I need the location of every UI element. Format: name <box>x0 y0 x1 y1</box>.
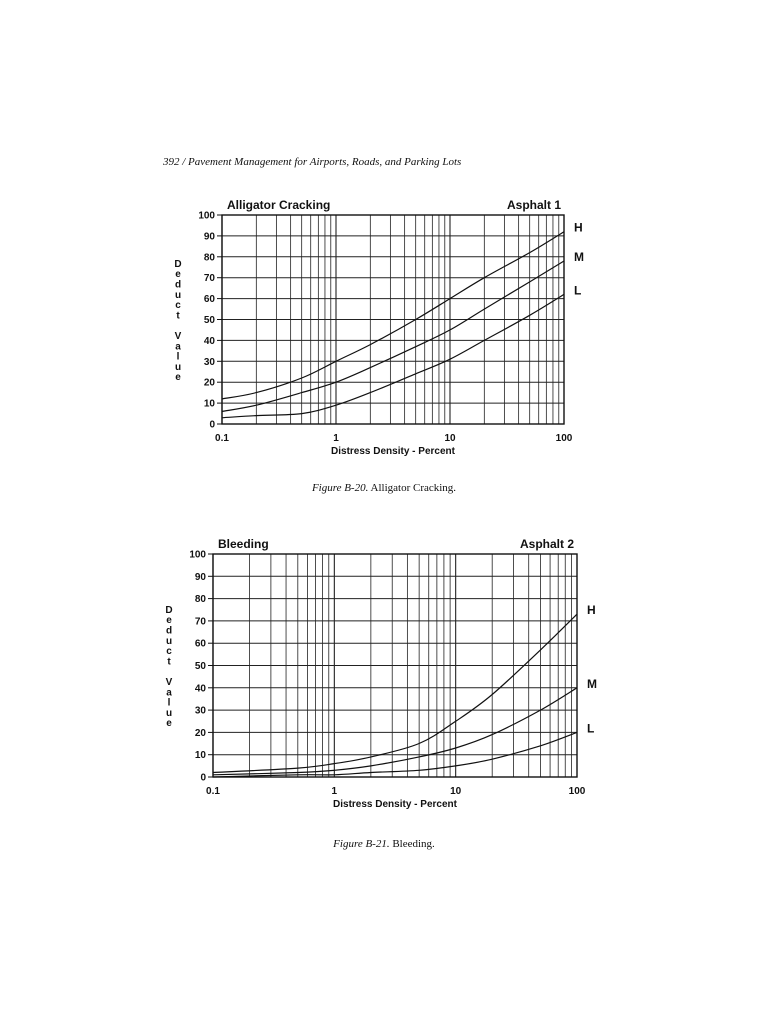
y-tick-label: 100 <box>189 549 206 561</box>
y-tick-label: 30 <box>203 356 215 368</box>
y-tick-label: 80 <box>203 252 215 264</box>
chart-subtitle: Asphalt 2 <box>519 537 574 551</box>
x-tick-label: 100 <box>568 786 586 797</box>
y-tick-label: 80 <box>194 594 206 606</box>
figure-caption-text: Bleeding. <box>392 838 435 850</box>
series-label-h: H <box>587 603 596 618</box>
y-tick-label: 40 <box>194 683 206 695</box>
page-header: 392 / Pavement Management for Airports, Roads, and Parking Lots <box>163 156 462 168</box>
bleeding-grid <box>213 554 577 777</box>
figure-caption-text: Alligator Cracking. <box>370 482 457 494</box>
y-axis-label: D e d u c t V a l u e <box>174 258 182 384</box>
y-tick-label: 100 <box>198 210 215 222</box>
x-axis-label: Distress Density - Percent <box>331 446 455 457</box>
x-tick-label: 0.1 <box>206 786 220 797</box>
x-tick-label: 100 <box>555 433 573 444</box>
x-tick-label: 1 <box>333 433 339 444</box>
y-tick-label: 10 <box>194 750 206 762</box>
series-line-m <box>213 688 577 775</box>
y-tick-label: 40 <box>203 335 215 347</box>
y-tick-label: 60 <box>194 638 206 650</box>
y-tick-label: 20 <box>203 377 215 389</box>
chart-title: Alligator Cracking <box>227 198 331 212</box>
series-label-h: H <box>574 220 583 235</box>
y-tick-label: 50 <box>194 661 206 672</box>
series-label-l: L <box>574 283 582 298</box>
x-tick-label: 10 <box>444 433 456 444</box>
series-label-l: L <box>587 721 595 736</box>
y-tick-label: 0 <box>200 772 206 784</box>
x-axis-label: Distress Density - Percent <box>333 799 457 810</box>
x-tick-label: 10 <box>450 786 462 797</box>
series-line-h <box>213 614 577 772</box>
y-tick-label: 50 <box>203 315 215 326</box>
series-label-m: M <box>587 676 597 691</box>
chart-subtitle: Asphalt 1 <box>506 198 561 212</box>
x-tick-label: 1 <box>331 786 338 797</box>
chart-title: Bleeding <box>218 537 269 551</box>
y-tick-label: 30 <box>194 705 206 717</box>
y-tick-label: 0 <box>209 419 215 431</box>
y-tick-label: 70 <box>203 273 215 285</box>
figure-label: Figure B-21. <box>333 838 390 850</box>
series-label-m: M <box>574 249 584 264</box>
figure-label: Figure B-20. <box>311 482 369 494</box>
y-tick-label: 20 <box>194 727 206 739</box>
y-tick-label: 90 <box>203 231 215 243</box>
y-axis-label: D e d u c t V a l u e <box>165 604 173 730</box>
y-tick-label: 70 <box>194 616 206 628</box>
y-tick-label: 90 <box>194 571 206 583</box>
y-tick-label: 60 <box>203 294 215 306</box>
figure-caption-b21 <box>0 838 768 850</box>
y-tick-label: 10 <box>203 398 215 410</box>
x-tick-label: 0.1 <box>215 433 229 444</box>
